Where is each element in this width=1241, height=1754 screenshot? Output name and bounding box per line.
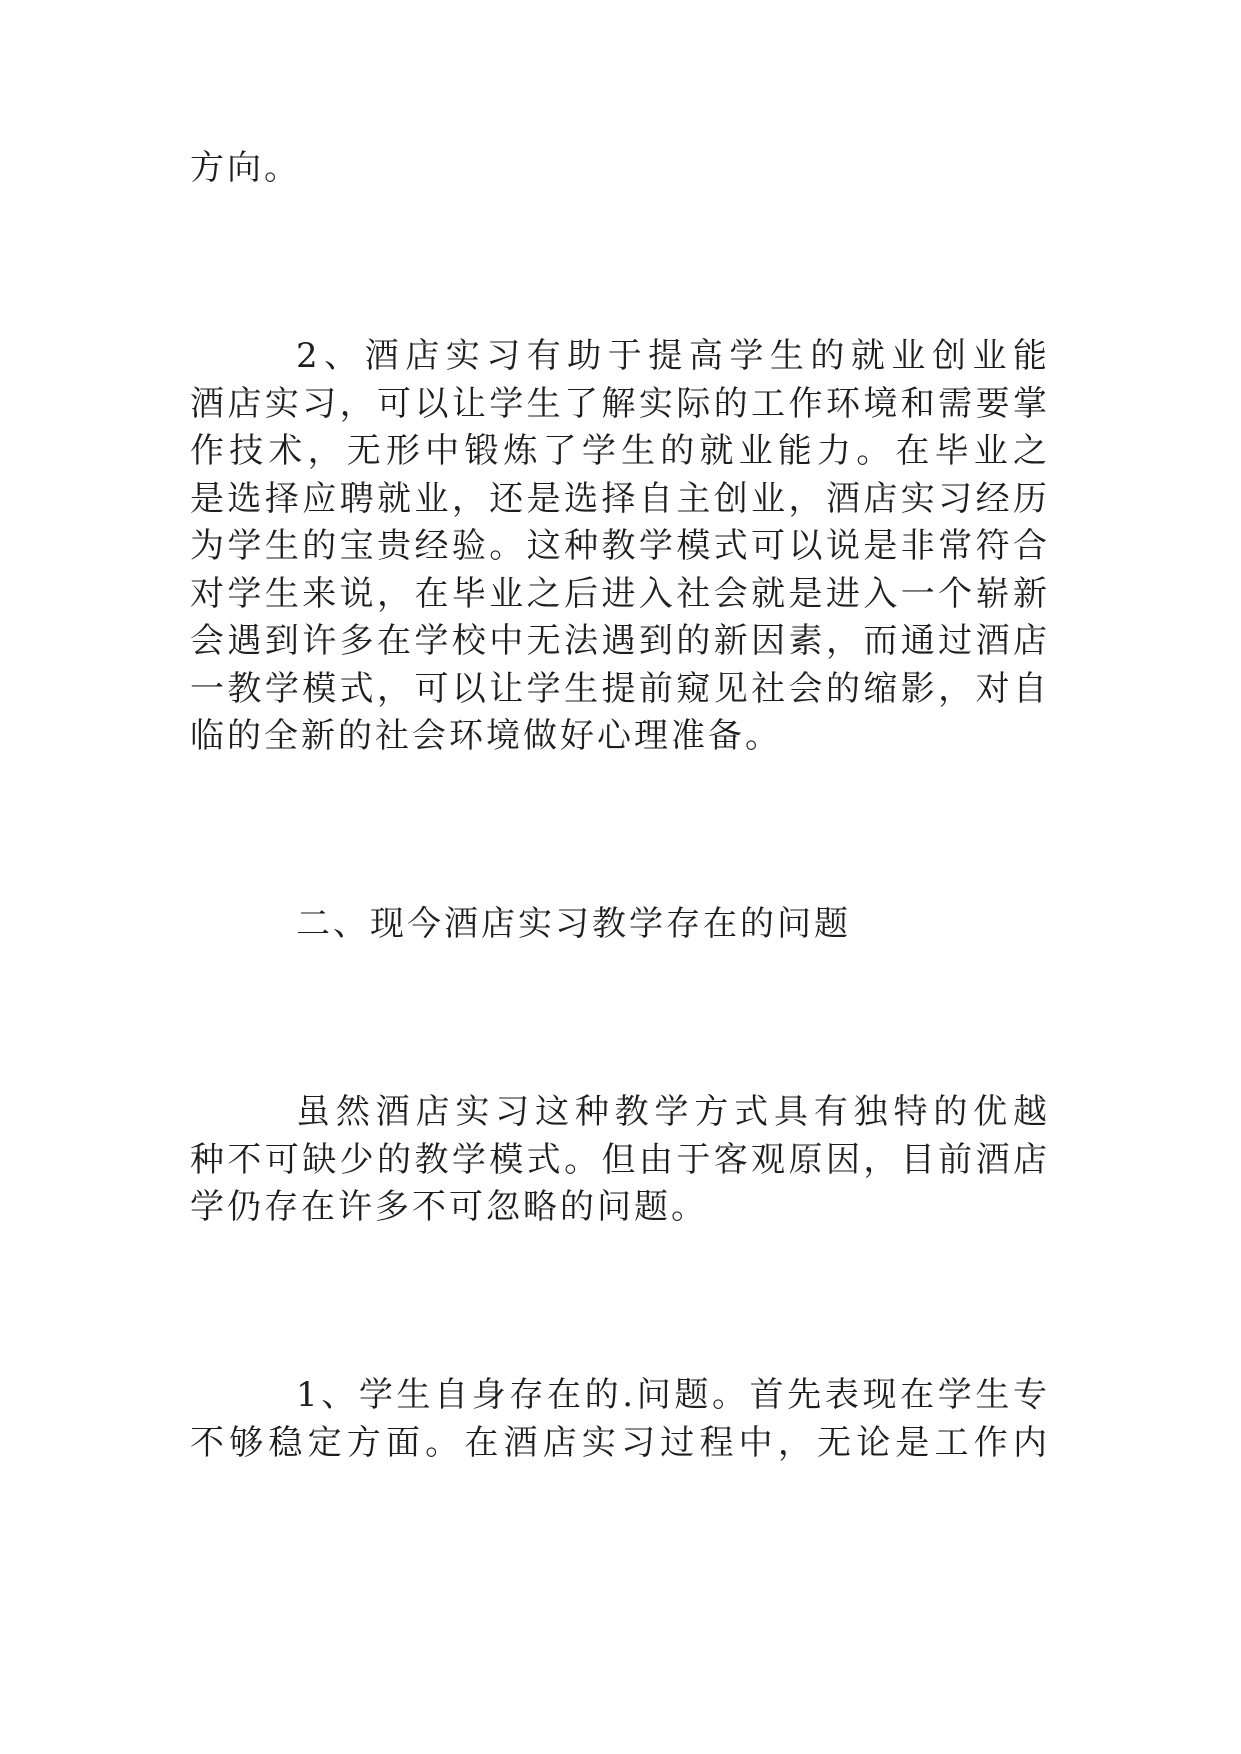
paragraph-first-line: 虽然酒店实习这种教学方式具有独特的优越	[296, 1092, 1050, 1132]
text-line: 学仍存在许多不可忽略的问题。	[190, 1187, 708, 1227]
text-line: 是选择应聘就业，还是选择自主创业，酒店实习经历	[190, 479, 1050, 519]
text-line: 临的全新的社会环境做好心理准备。	[190, 716, 782, 756]
section-heading: 二、现今酒店实习教学存在的问题	[296, 904, 851, 944]
paragraph-first-line: 1、学生自身存在的.问题。首先表现在学生专	[296, 1375, 1050, 1415]
text-line: 作技术，无形中锻炼了学生的就业能力。在毕业之	[190, 431, 1050, 471]
paragraph-first-line: 2、酒店实习有助于提高学生的就业创业能	[296, 336, 1050, 376]
text-line: 酒店实习，可以让学生了解实际的工作环境和需要掌	[190, 384, 1050, 424]
text-line: 方向。	[190, 148, 301, 188]
text-line: 种不可缺少的教学模式。但由于客观原因，目前酒店	[190, 1140, 1050, 1180]
text-line: 会遇到许多在学校中无法遇到的新因素，而通过酒店	[190, 621, 1050, 661]
text-line: 一教学模式，可以让学生提前窥见社会的缩影，对自	[190, 669, 1050, 709]
text-line: 为学生的宝贵经验。这种教学模式可以说是非常符合	[190, 526, 1050, 566]
text-line: 对学生来说，在毕业之后进入社会就是进入一个崭新	[190, 574, 1050, 614]
text-line: 不够稳定方面。在酒店实习过程中，无论是工作内	[190, 1423, 1050, 1463]
